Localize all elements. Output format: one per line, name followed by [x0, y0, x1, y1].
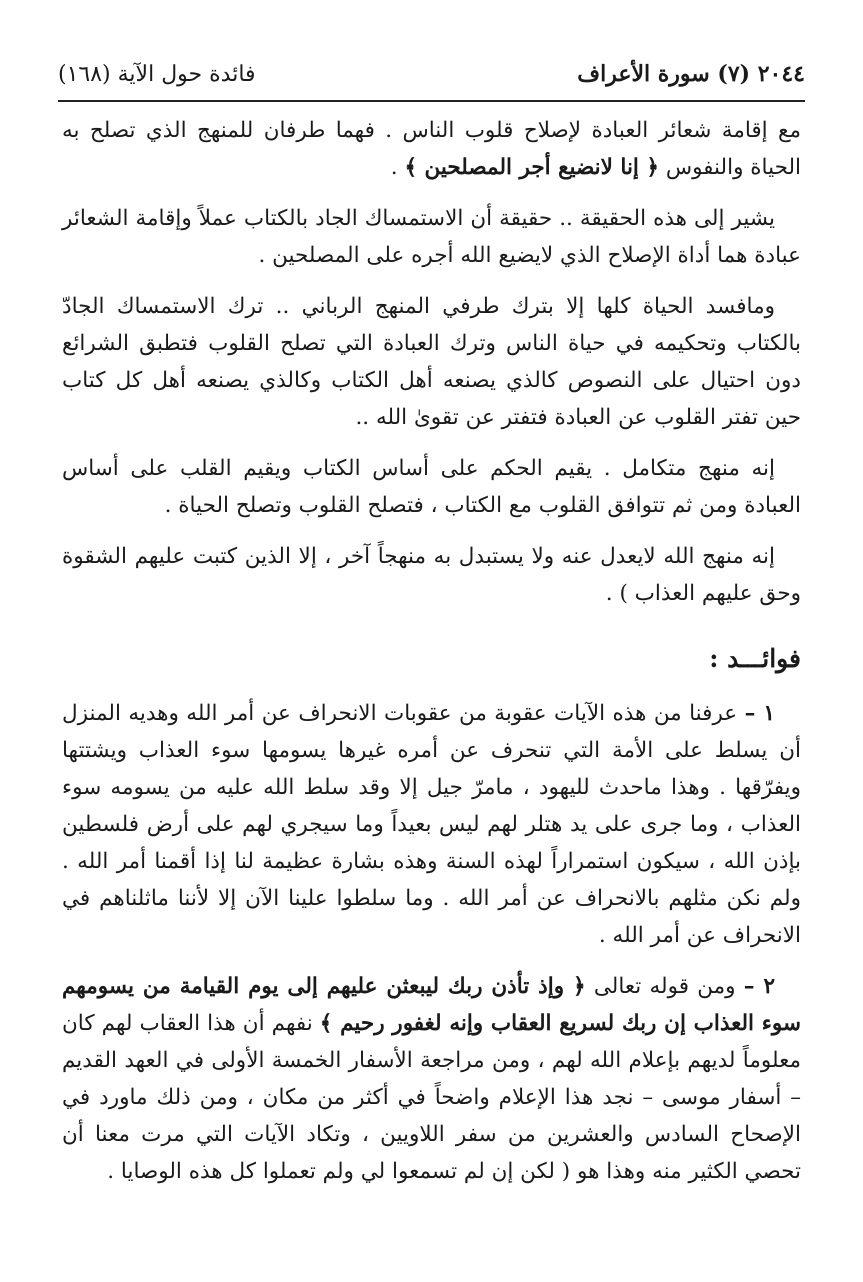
benefit-2-number: ٢ –	[743, 974, 775, 999]
paragraph-1-end: .	[390, 155, 398, 180]
paragraph-1	[62, 112, 801, 186]
header-right	[577, 61, 805, 87]
header-divider	[58, 100, 805, 102]
section-title: فوائـــد :	[709, 644, 801, 673]
quran-verse: ﴿ إنا لانضيع أجر المصلحين ﴾	[404, 155, 659, 180]
page-body	[62, 112, 801, 1204]
paragraph-4: إنه منهج متكامل . يقيم الحكم على أساس الكتاب ويقيم القلب على أساس العبادة ومن ثم تتوافق القلوب مع الكتاب ، فتصلح القلوب وتصلح الحياة .	[62, 456, 801, 518]
benefit-1-number: ١ –	[744, 701, 775, 726]
benefit-2-lead: ومن قوله تعالى	[593, 974, 736, 999]
running-header	[58, 52, 805, 96]
paragraph-5: إنه منهج الله لايعدل عنه ولا يستبدل به منهجاً آخر ، إلا الذين كتبت عليهم الشقوة وحق عليهم العذاب ) .	[62, 544, 801, 606]
page-number: ٢٠٤٤	[757, 61, 805, 87]
benefit-1	[62, 695, 801, 954]
paragraph-1-text: مع إقامة شعائر العبادة لإصلاح قلوب الناس . فهما طرفان للمنهج الذي تصلح به الحياة والنفوس	[62, 118, 801, 180]
benefit-1-text: عرفنا من هذه الآيات عقوبة من عقوبات الانحراف عن أمر الله وهديه المنزل أن يسلط على الأمة التي تنحرف عن أمره غيرها يسومها سوء العذاب ويشتتها ويفرّقها . وهذا ماحدث لليهود ، مامرّ جيل إلا وقد سلط الله عليه من يسومه سوء العذاب ، وما جرى على يد هتلر لهم ليس بعيداً وما سيجري لهم على أرض فلسطين بإذن الله ، سيكون استمراراً لهذه السنة وهذه بشارة عظيمة لنا إذا أقمنا أمر الله . ولم نكن مثلهم بالانحراف عن أمر الله . وما سلطوا علينا الآن إلا لأننا ماثلناهم في الانحراف عن أمر الله .	[62, 701, 801, 948]
benefit-2-text: نفهم أن هذا العقاب لهم كان معلوماً لديهم بإعلام الله لهم ، ومن مراجعة الأسفار الخمسة الأولى في العهد القديم – أسفار موسى – نجد هذا الإعلام واضحاً في أكثر من مكان ، ومن ذلك ماورد في الإصحاح السادس والعشرين من سفر اللاويين ، وتكاد الآيات التي مرت معنا أن تحصي الكثير منه وهذا هو ( لكن إن لم تسمعوا لي ولم تعملوا كل هذه الوصايا .	[62, 1011, 801, 1184]
benefit-2	[62, 968, 801, 1190]
header-topic: فائدة حول الآية (١٦٨)	[58, 61, 256, 87]
surah-name: (٧) سورة الأعراف	[577, 61, 751, 87]
paragraph-3: ومافسد الحياة كلها إلا بترك طرفي المنهج الرباني .. ترك الاستمساك الجادّ بالكتاب وتحكيمه في حياة الناس وترك العبادة التي تصلح القلوب فتطبق الشرائع دون احتيال على النصوص كالذي يصنعه أهل الكتاب وكالذي يصنعه أهل كل كتاب حين تفتر القلوب عن العبادة فتفتر عن تقوىٰ الله ..	[62, 294, 801, 430]
benefit-2-quran: ﴿ وإذ تأذن ربك ليبعثن عليهم إلى يوم القيامة من يسومهم سوء العذاب إن ربك لسريع العقاب وإنه لغفور رحيم ﴾	[62, 974, 801, 1036]
paragraph-2: يشير إلى هذه الحقيقة .. حقيقة أن الاستمساك الجاد بالكتاب عملاً وإقامة الشعائر عبادة هما أداة الإصلاح الذي لايضيع الله أجره على المصلحين .	[62, 206, 801, 268]
